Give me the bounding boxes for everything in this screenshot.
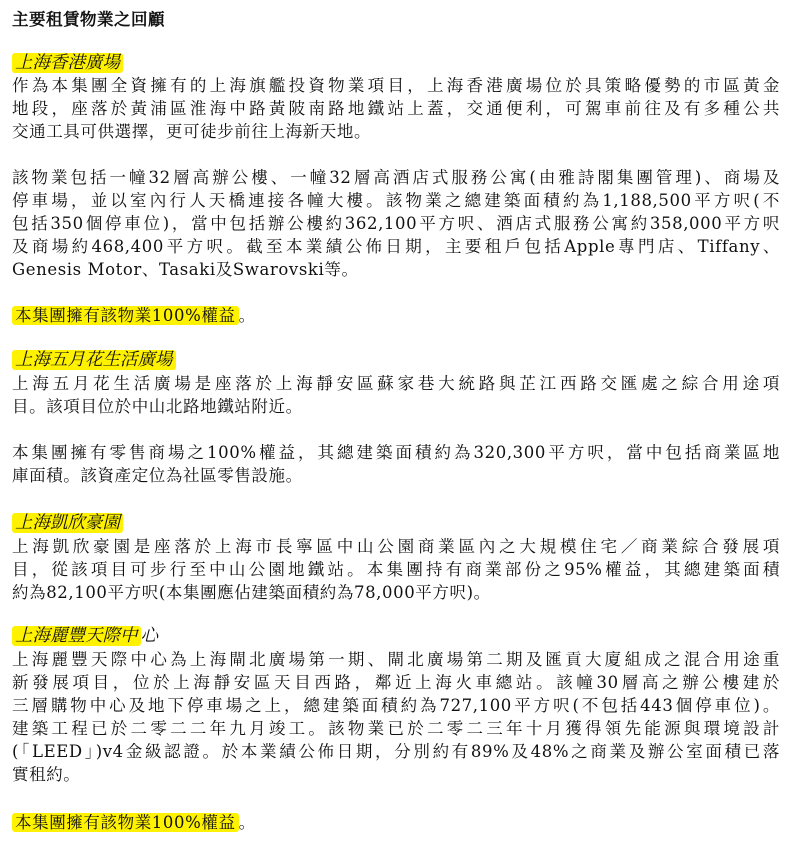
ownership-note-lai-fung-skyline: 本集團擁有該物業100%權益 。 [12,812,256,834]
ownership-highlight: 本集團擁有該物業100%權益 [12,813,239,832]
text-line: 包括350個停車位)，當中包括辦公樓約362,100平方呎、酒店式服務公寓約358,000平方呎 [12,214,780,233]
text-line: 作為本集團全資擁有的上海旗艦投資物業項目，上海香港廣場位於具策略優勢的市區黃金 [12,76,780,95]
ownership-highlight: 本集團擁有該物業100%權益 [12,306,239,325]
paragraph-mayflower-details [12,441,780,487]
text-line: 停車場，並以室內行人天橋連接各幢大樓。該物業之總建築面積約為1,188,500平方呎(不 [12,191,780,210]
page-heading: 主要租賃物業之回顧 [12,10,165,29]
paragraph-mayflower-intro [12,372,780,418]
text-line: 建築工程已於二零二二年九月竣工。該物業已於二零二三年十月獲得領先能源與環境設計 [12,719,780,738]
section-title-highlight: 上海凱欣豪園 [12,513,123,533]
text-line: Genesis Motor、Tasaki及Swarovski等。 [12,260,359,279]
text-line: 約為82,100平方呎(本集團應佔建築面積約為78,000平方呎)。 [12,583,491,602]
section-title-kaixin [12,512,123,534]
text-line: 上海麗豐天際中心為上海閘北廣場第一期、閘北廣場第二期及匯貢大廈組成之混合用途重 [12,650,780,669]
section-title-highlight: 上海麗豐天際中 [12,626,141,646]
text-line: 實租約。 [12,765,81,784]
text-line: 地段，座落於黃浦區淮海中路黃陂南路地鐵站上蓋，交通便利，可駕車前往及有多種公共 [12,99,780,118]
text-line: 庫面積。該資產定位為社區零售設施。 [12,466,303,485]
text-line: 目。該項目位於中山北路地鐵站附近。 [12,397,303,416]
section-title-hk-plaza [12,52,123,74]
section-title-highlight: 上海五月花生活廣場 [12,350,176,370]
section-title-highlight: 上海香港廣場 [12,53,123,73]
paragraph-hk-plaza-details [12,166,780,281]
paragraph-lai-fung-skyline [12,648,780,786]
text-line: 上海五月花生活廣場是座落於上海靜安區蘇家巷大統路與芷江西路交匯處之綜合用途項 [12,374,780,393]
paragraph-hk-plaza-intro [12,74,780,143]
text-line: 交通工具可供選擇，更可徒步前往上海新天地。 [12,122,372,141]
text-line: 目，從該項目可步行至中山公園地鐵站。本集團持有商業部份之95%權益，其總建築面積 [12,560,780,579]
text-line: 三層購物中心及地下停車場之上，總建築面積約為727,100平方呎(不包括443個停車位)。 [12,696,780,715]
text-line: 新發展項目，位於上海靜安區天目西路，鄰近上海火車總站。該幢30層高之辦公樓建於 [12,673,780,692]
text-line: 該物業包括一幢32層高辦公樓、一幢32層高酒店式服務公寓(由雅詩閣集團管理)、商場及 [12,168,780,187]
text-line: 上海凱欣豪園是座落於上海市長寧區中山公園商業區內之大規模住宅／商業綜合發展項 [12,537,780,556]
paragraph-kaixin [12,535,780,604]
text-line: 及商場約468,400平方呎。截至本業績公佈日期，主要租戶包括Apple專門店、Tiffany、 [12,237,780,256]
section-title-lai-fung-skyline: 上海麗豐天際中 心 [12,625,158,647]
ownership-note-hk-plaza: 本集團擁有該物業100%權益 。 [12,305,256,327]
text-line: 本集團擁有零售商場之100%權益，其總建築面積約為320,300平方呎，當中包括商業區地 [12,443,780,462]
text-line: (「LEED」)v4金級認證。於本業績公佈日期，分別約有89%及48%之商業及辦公室面積已落 [12,742,780,761]
section-title-mayflower [12,349,176,371]
